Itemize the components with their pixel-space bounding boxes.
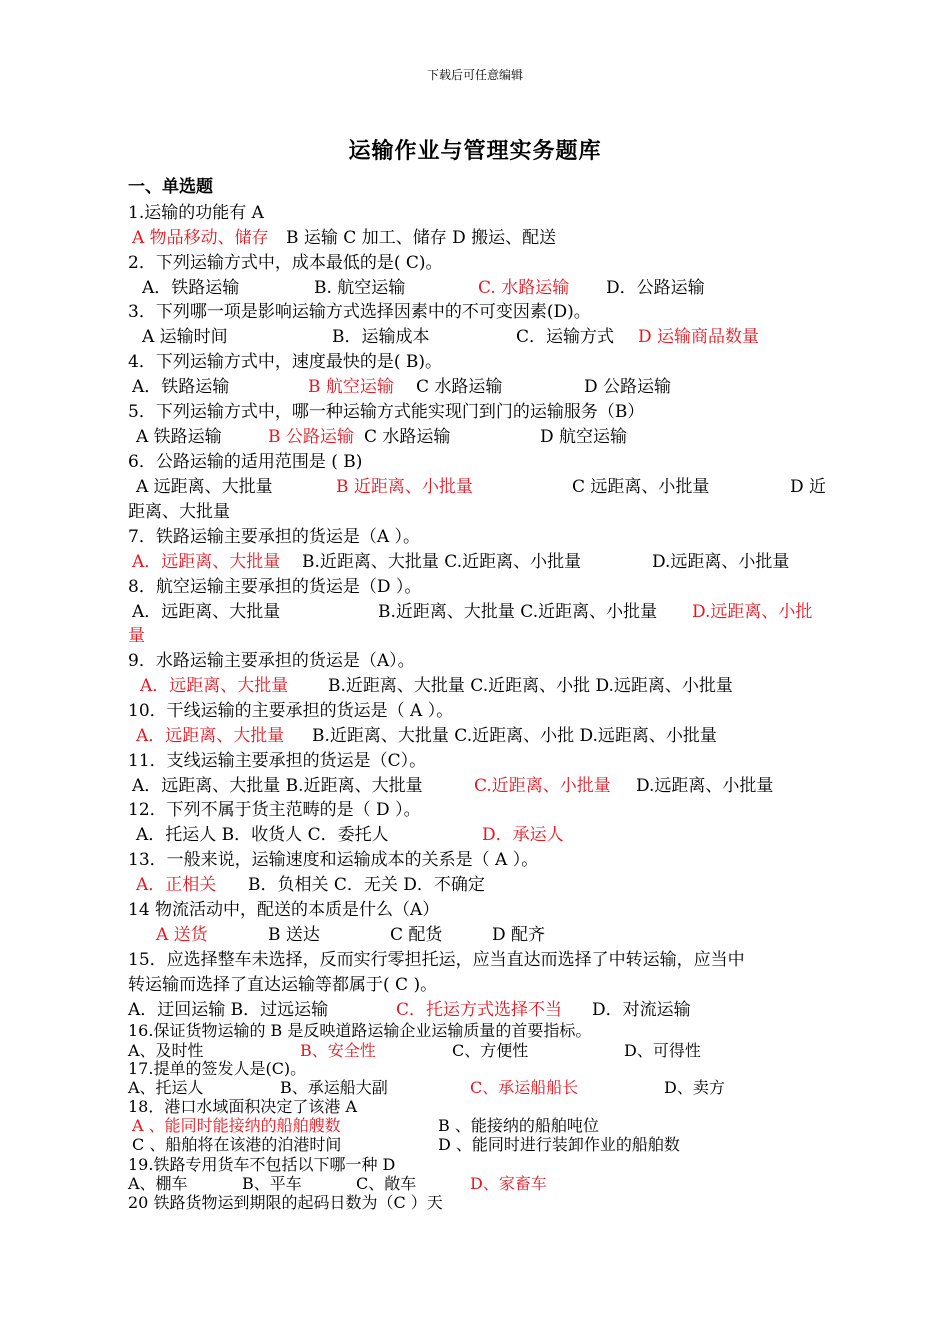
question-text: A．铁路运输 [132, 377, 230, 397]
question-text: B.近距离、大批量 C.近距离、小批 D.远距离、小批量 [328, 676, 733, 696]
answer-text: A．远距离、大批量 [140, 676, 289, 696]
question-text: B 运输 C 加工、储存 D 搬运、配送 [286, 228, 557, 248]
question-text: C、方便性 [452, 1041, 529, 1060]
question-text: D 近 [790, 477, 827, 497]
answer-text: B、安全性 [300, 1041, 376, 1060]
question-text: 9．水路运输主要承担的货运是（A）。 [128, 651, 415, 671]
answer-text: C.近距离、小批量 [474, 776, 611, 796]
answer-text: A 物品移动、储存 [132, 228, 269, 248]
question-text: A、棚车 [128, 1174, 188, 1193]
question-text: 5．下列运输方式中，哪一种运输方式能实现门到门的运输服务（B） [128, 402, 645, 422]
question-text: B．运输成本 [332, 327, 430, 347]
question-text: D.远距离、小批量 [636, 776, 774, 796]
question-text: 15．应选择整车未选择，反而实行零担托运，应当直达而选择了中转运输，应当中 [128, 950, 745, 970]
question-text: 11．支线运输主要承担的货运是（C）。 [128, 751, 427, 771]
question-text: B.近距离、大批量 C.近距离、小批量 [378, 602, 658, 622]
answer-text: A．远距离、大批量 [132, 552, 281, 572]
section-heading: 一、单选题 [128, 177, 213, 197]
question-text: C 水路运输 [416, 377, 503, 397]
question-text: 19.铁路专用货车不包括以下哪一种 D [128, 1155, 396, 1174]
answer-text: A．远距离、大批量 [136, 726, 285, 746]
question-text: D 航空运输 [540, 427, 628, 447]
answer-text: C．托运方式选择不当 [396, 1000, 563, 1020]
question-text: C 水路运输 [364, 427, 451, 447]
question-text: B、承运船大副 [280, 1078, 388, 1097]
answer-text: B 公路运输 [268, 427, 354, 447]
question-text: D 、能同时进行装卸作业的船舶数 [438, 1135, 680, 1154]
question-text: 13．一般来说，运输速度和运输成本的关系是（ A ）。 [128, 850, 539, 870]
question-text: B.近距离、大批量 C.近距离、小批量 [302, 552, 582, 572]
answer-text: C. 水路运输 [478, 278, 570, 298]
question-text: 4．下列运输方式中，速度最快的是( B)。 [128, 352, 442, 372]
question-text: 8．航空运输主要承担的货运是（D ）。 [128, 577, 422, 597]
question-text: A．迂回运输 B．过远运输 [128, 1000, 329, 1020]
question-text: A 铁路运输 [136, 427, 222, 447]
question-text: D 公路运输 [584, 377, 672, 397]
question-text: 10．干线运输的主要承担的货运是（ A ）。 [128, 701, 454, 721]
question-text: A．远距离、大批量 [132, 602, 281, 622]
question-text: A 运输时间 [142, 327, 228, 347]
question-text: 3．下列哪一项是影响运输方式选择因素中的不可变因素(D)。 [128, 302, 591, 322]
question-text: 6．公路运输的适用范围是 ( B) [128, 452, 363, 472]
page-title: 运输作业与管理实务题库 [348, 138, 602, 164]
question-text: 距离、大批量 [128, 502, 230, 522]
question-text: 12．下列不属于货主范畴的是（ D ）。 [128, 800, 421, 820]
answer-text: A 送货 [156, 925, 208, 945]
question-text: C、敞车 [356, 1174, 417, 1193]
question-text: A 远距离、大批量 [136, 477, 273, 497]
question-text: 18．港口水域面积决定了该港 A [128, 1097, 358, 1116]
question-text: D 配齐 [492, 925, 546, 945]
question-text: 14 物流活动中，配送的本质是什么（A） [128, 900, 440, 920]
question-text: A．铁路运输 [142, 278, 240, 298]
answer-text: C、承运船船长 [470, 1078, 579, 1097]
question-text: 转运输而选择了直达运输等都属于( C )。 [128, 975, 438, 995]
question-text: C．运输方式 [516, 327, 615, 347]
question-text: 1.运输的功能有 A [128, 203, 264, 223]
question-text: B. 航空运输 [314, 278, 406, 298]
answer-text: D、家畜车 [470, 1174, 547, 1193]
question-text: 17.提单的签发人是(C)。 [128, 1059, 307, 1078]
answer-text: B 航空运输 [308, 377, 394, 397]
answer-text: A．正相关 [136, 875, 217, 895]
question-text: A、托运人 [128, 1078, 204, 1097]
question-text: 7．铁路运输主要承担的货运是（A ）。 [128, 527, 420, 547]
answer-text: A 、能同时能接纳的船舶艘数 [132, 1116, 341, 1135]
answer-text: B 近距离、小批量 [336, 477, 473, 497]
question-text: 16.保证货物运输的 B 是反映道路运输企业运输质量的首要指标。 [128, 1021, 592, 1040]
question-text: C 远距离、小批量 [572, 477, 710, 497]
question-text: B.近距离、大批量 C.近距离、小批 D.远距离、小批量 [312, 726, 717, 746]
question-text: C 、船舶将在该港的泊港时间 [132, 1135, 342, 1154]
question-text: C 配货 [390, 925, 443, 945]
question-text: A．远距离、大批量 B.近距离、大批量 [132, 776, 423, 796]
page-header: 下载后可任意编辑 [426, 68, 523, 82]
question-text: A．托运人 B．收货人 C．委托人 [136, 825, 389, 845]
answer-text: D．承运人 [482, 825, 564, 845]
question-text: B、平车 [242, 1174, 302, 1193]
question-text: 20 铁路货物运到期限的起码日数为（C ）天 [128, 1193, 443, 1212]
question-text: B 送达 [268, 925, 320, 945]
question-text: D、可得性 [624, 1041, 701, 1060]
question-text: 2．下列运输方式中，成本最低的是( C)。 [128, 253, 443, 273]
question-text: B 、能接纳的船舶吨位 [438, 1116, 599, 1135]
question-text: A、及时性 [128, 1041, 204, 1060]
question-text: D．对流运输 [592, 1000, 691, 1020]
answer-text: D 运输商品数量 [638, 327, 760, 347]
question-text: D.远距离、小批量 [652, 552, 790, 572]
question-text: B．负相关 C．无关 D．不确定 [248, 875, 485, 895]
answer-text: D.远距离、小批 [692, 602, 813, 622]
question-text: D、卖方 [664, 1078, 725, 1097]
question-text: D．公路运输 [606, 278, 705, 298]
answer-text: 量 [128, 626, 145, 646]
